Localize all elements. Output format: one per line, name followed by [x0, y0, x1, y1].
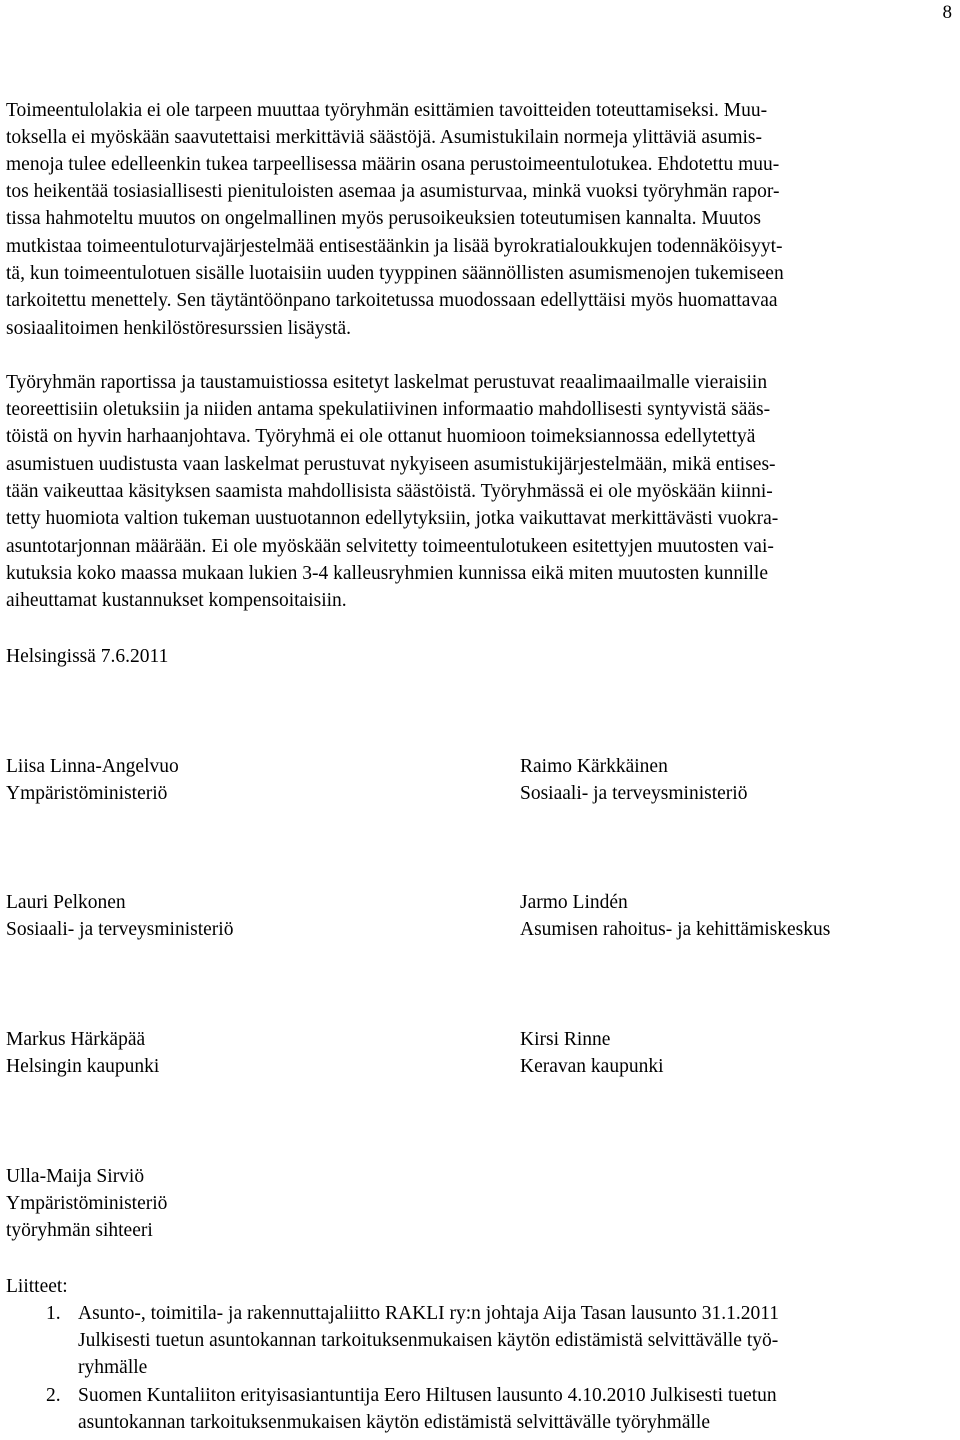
signer-name: Kirsi Rinne: [520, 1029, 611, 1050]
attachment-text-line: Julkisesti tuetun asuntokannan tarkoituksenmukaisen käytön edistämistä selvittävälle työ-: [78, 1330, 779, 1351]
signer-organization: Asumisen rahoitus- ja kehittämiskeskus: [520, 919, 831, 940]
text-line: teoreettisiin oletuksiin ja niiden antama spekulatiivinen informaatio mahdollisesti syntyvistä sääs-: [6, 399, 771, 420]
text-line: tetty huomiota valtion tukeman uustuotannon edellytyksiin, jotka vaikuttavat merkittävästi vuokra-: [6, 508, 779, 529]
signer-organization: Helsingin kaupunki: [6, 1056, 160, 1077]
signer-name: Markus Härkäpää: [6, 1029, 146, 1050]
attachment-text-line: Asunto-, toimitila- ja rakennuttajaliitto RAKLI ry:n johtaja Aija Tasan lausunto 31.1.2011: [78, 1303, 780, 1324]
text-line: Työryhmän raportissa ja taustamuistiossa esitetyt laskelmat perustuvat reaalimaailmalle vieraisiin: [6, 372, 768, 393]
signer-name: Raimo Kärkkäinen: [520, 756, 668, 777]
text-line: mutkistaa toimeentuloturvajärjestelmää entisestäänkin ja lisää byrokratialoukkujen todennäköisyyt-: [6, 236, 783, 257]
text-line: menoja tulee edelleenkin tukea tarpeellisessa määrin osana perustoimeentulotukea. Ehdotettu muu-: [6, 154, 780, 175]
attachment-text-line: Suomen Kuntaliiton erityisasiantuntija Eero Hiltusen lausunto 4.10.2010 Julkisesti tuetun: [78, 1385, 777, 1406]
signer-name: Jarmo Lindén: [520, 892, 628, 913]
text-line: asumistuen uudistusta vaan laskelmat perustuvat nykyiseen asumistukijärjestelmään, mikä entises-: [6, 454, 776, 475]
text-line: toksella ei myöskään saavutettaisi merkittäviä säästöjä. Asumistukilain normeja ylittäviä asumis-: [6, 127, 762, 148]
attachment-text-line: asuntokannan tarkoituksenmukaisen käytön edistämistä selvittävälle työryhmälle: [78, 1412, 710, 1433]
text-line: Toimeentulolakia ei ole tarpeen muuttaa työryhmän esittämien tavoitteiden toteuttamiseksi. Muu-: [6, 100, 768, 121]
signer-name: Ulla-Maija Sirviö: [6, 1166, 145, 1187]
attachment-number: 1.: [46, 1303, 61, 1324]
signer-name: Liisa Linna-Angelvuo: [6, 756, 179, 777]
text-line: tä, kun toimeentulotuen sisälle luotaisiin uuden tyyppinen säännöllisten asumismenojen tukemiseen: [6, 263, 784, 284]
text-line: aiheuttamat kustannukset kompensoitaisiin.: [6, 590, 347, 611]
signer-role: työryhmän sihteeri: [6, 1220, 153, 1241]
attachment-number: 2.: [46, 1385, 61, 1406]
signer-organization: Sosiaali- ja terveysministeriö: [520, 783, 748, 804]
text-line: töistä on hyvin harhaanjohtava. Työryhmä ei ole ottanut huomioon toimeksiannossa edellytettyä: [6, 426, 756, 447]
text-line: tissa hahmoteltu muutos on ongelmallinen myös perusoikeuksien toteutumisen kannalta. Muutos: [6, 208, 761, 229]
signer-organization: Sosiaali- ja terveysministeriö: [6, 919, 234, 940]
attachments-heading: Liitteet:: [6, 1276, 68, 1297]
text-line: tos heikentää tosiasiallisesti pienituloisten asemaa ja asumisturvaa, minkä vuoksi työryhmän rapor-: [6, 181, 780, 202]
place-and-date: Helsingissä 7.6.2011: [6, 646, 169, 667]
signer-organization: Ympäristöministeriö: [6, 1193, 168, 1214]
signer-organization: Ympäristöministeriö: [6, 783, 168, 804]
text-line: sosiaalitoimen henkilöstöresurssien lisäystä.: [6, 318, 351, 339]
text-line: kutuksia koko maassa mukaan lukien 3-4 kalleusryhmien kunnissa eikä miten muutosten kunnille: [6, 563, 768, 584]
text-line: asuntotarjonnan määrään. Ei ole myöskään selvitetty toimeentulotukeen esitettyjen muutosten vai-: [6, 536, 774, 557]
text-line: tään vaikeuttaa käsityksen saamista mahdollisista säästöistä. Työryhmässä ei ole myöskään kiinni-: [6, 481, 773, 502]
text-line: tarkoitettu menettely. Sen täytäntöönpano tarkoitetussa muodossaan edellyttäisi myös huomattavaa: [6, 290, 778, 311]
signer-organization: Keravan kaupunki: [520, 1056, 664, 1077]
signer-name: Lauri Pelkonen: [6, 892, 126, 913]
page-number: 8: [942, 2, 952, 23]
attachment-text-line: ryhmälle: [78, 1357, 148, 1378]
